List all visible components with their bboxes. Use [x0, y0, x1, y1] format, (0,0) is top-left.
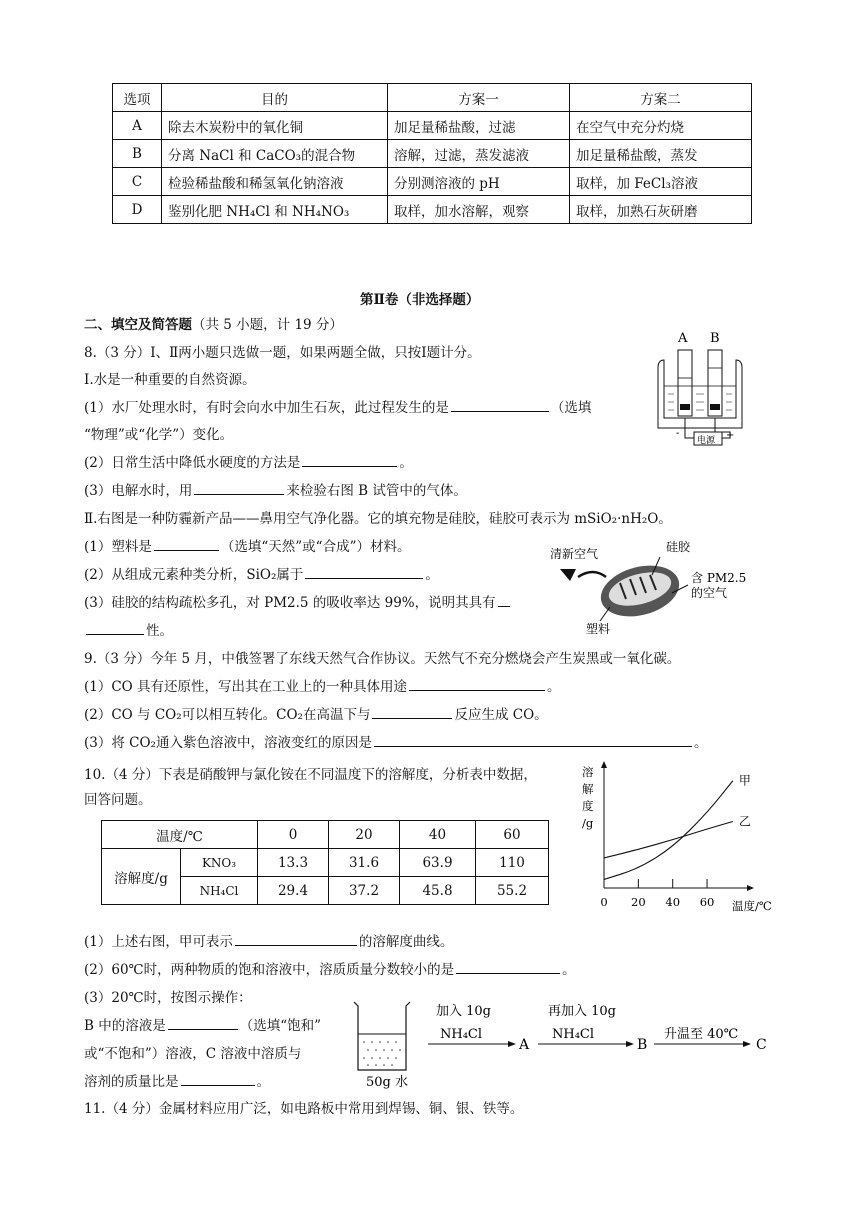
q10-3-line3 [84, 1070, 270, 1090]
table-cell: C [113, 168, 162, 196]
answer-blank[interactable] [498, 592, 510, 607]
beaker-icon [354, 1002, 410, 1070]
question-text: 。 [693, 735, 708, 751]
table-cell: 取样，加熟石灰研磨 [570, 196, 752, 224]
question-text: (2）从组成元素种类分析，SiO₂属于 [84, 567, 304, 583]
y-axis-label-char: 度 [582, 799, 594, 813]
question-text: （选填“饱和” [239, 1018, 322, 1034]
x-tick-label: 60 [699, 895, 715, 909]
substance-name: KNO₃ [181, 849, 258, 877]
table-header: 选项 [113, 84, 162, 112]
table-row [113, 168, 752, 196]
question-text: 。 [562, 962, 576, 978]
table-row [113, 140, 752, 168]
question-text: 。 [256, 1074, 270, 1090]
y-axis-label-char: /g [582, 816, 594, 830]
power-label: 电源 [697, 436, 716, 446]
table-cell: 检验稀盐酸和稀氢氧化钠溶液 [162, 168, 388, 196]
table-cell: 加足量稀盐酸，蒸发 [570, 140, 752, 168]
silica-label: 硅胶 [666, 540, 691, 554]
table-cell: 45.8 [400, 877, 476, 905]
table-cell: 鉴别化肥 NH₄Cl 和 NH₄NO₃ [162, 196, 388, 224]
q9-3 [84, 731, 707, 751]
q8-I-1-cont: “物理”或“化学”）变化。 [84, 427, 234, 443]
nasal-purifier-figure [548, 535, 758, 640]
question-text: 反应生成 CO。 [454, 707, 548, 723]
y-axis-label [582, 765, 594, 830]
q8-II-title: Ⅱ.右图是一种防霾新产品——鼻用空气净化器。它的填充物是硅胶，硅胶可表示为 mSiO₂·nH₂O。 [84, 511, 672, 527]
table-cell: A [113, 112, 162, 140]
series-label: 乙 [738, 814, 751, 829]
q10-intro-1: 10.（4 分）下表是硝酸钾与氯化铵在不同温度下的溶解度，分析表中数据， [84, 767, 537, 783]
answer-blank[interactable] [409, 676, 545, 691]
q8-I-3 [84, 479, 467, 499]
table-cell: 31.6 [329, 849, 400, 877]
question-text: B 中的溶液是 [84, 1018, 166, 1034]
q8-II-3 [84, 591, 512, 611]
q10-3-line1 [84, 1014, 321, 1034]
answer-blank[interactable] [194, 480, 284, 495]
process-diagram [346, 998, 776, 1090]
question-text: 性。 [146, 623, 173, 639]
step3-top: 升温至 40℃ [664, 1027, 739, 1042]
question-text: 。 [547, 679, 561, 695]
q8-II-2 [84, 563, 439, 583]
table-cell: 29.4 [258, 877, 329, 905]
table-cell: 20 [329, 821, 400, 849]
table-cell: 取样，加 FeCl₃溶液 [570, 168, 752, 196]
answer-blank[interactable] [302, 452, 397, 467]
plus-sign: + [726, 430, 735, 441]
table-row [102, 849, 549, 877]
q8-I-1 [84, 396, 591, 416]
answer-blank[interactable] [86, 620, 144, 635]
table-cell: 110 [476, 849, 549, 877]
table-cell: 取样，加水溶解，观察 [388, 196, 570, 224]
q8-II-1 [84, 535, 410, 555]
tube-a-label: A [678, 331, 688, 346]
step1-top: 加入 10g [436, 1004, 491, 1019]
q10-1 [84, 930, 453, 950]
node-c: C [756, 1037, 767, 1053]
answer-blank[interactable] [305, 564, 423, 579]
answer-blank[interactable] [154, 536, 219, 551]
x-tick-label: 0 [600, 895, 608, 909]
answer-blank[interactable] [451, 397, 549, 412]
substance-name: NH₄Cl [181, 877, 258, 905]
table-cell: 分离 NaCl 和 CaCO₃的混合物 [162, 140, 388, 168]
table-cell: 分别测溶液的 pH [388, 168, 570, 196]
electrolysis-apparatus [650, 328, 750, 450]
part2-heading: 二、填空及简答题 [84, 317, 192, 333]
question-text: (3）将 CO₂通入紫色溶液中，溶液变红的原因是 [84, 735, 372, 751]
question-text: 来检验右图 B 试管中的气体。 [286, 483, 467, 499]
question-text: 。 [399, 455, 413, 471]
x-axis-label: 温度/℃ [732, 899, 772, 913]
q9-1 [84, 675, 561, 695]
solubility-curve-chart [578, 758, 778, 916]
plastic-label: 塑料 [586, 622, 611, 636]
question-text: 的溶解度曲线。 [358, 934, 454, 950]
table-cell: 0 [258, 821, 329, 849]
question-text: (2）60℃时，两种物质的饱和溶液中，溶质质量分数较小的是 [84, 962, 455, 978]
series-label: 甲 [738, 773, 751, 788]
question-text: (1）CO 具有还原性，写出其在工业上的一种具体用途 [84, 679, 408, 695]
table-cell: D [113, 196, 162, 224]
q8-II-3-cont [84, 619, 173, 639]
q10-intro-2: 回答问题。 [84, 792, 152, 808]
question-text: (1）上述右图，甲可表示 [84, 934, 233, 950]
q10-3-line2: 或“不饱和”）溶液，C 溶液中溶质与 [84, 1046, 302, 1062]
table-row [113, 112, 752, 140]
q8-intro: 8.（3 分）Ⅰ、Ⅱ两小题只选做一题，如果两题全做，只按Ⅰ题计分。 [84, 345, 481, 361]
x-tick-label: 40 [665, 895, 681, 909]
step1-bottom: NH₄Cl [440, 1027, 483, 1042]
q9-intro: 9.（3 分）今年 5 月，中俄签署了东线天然气合作协议。天然气不充分燃烧会产生炭黑或一氧化碳。 [84, 651, 681, 667]
question-text: （选填“天然”或“合成”）材料。 [220, 539, 411, 555]
table-cell: 55.2 [476, 877, 549, 905]
question-text: (1）水厂处理水时，有时会向水中加生石灰，此过程发生的是 [84, 400, 449, 416]
table-cell: B [113, 140, 162, 168]
question-text: (1）塑料是 [84, 539, 152, 555]
table-cell: 除去木炭粉中的氧化铜 [162, 112, 388, 140]
table-row [102, 821, 549, 849]
answer-blank[interactable] [181, 1071, 255, 1086]
beaker-label: 50g 水 [366, 1075, 408, 1090]
series-line-yi [604, 821, 733, 857]
table-header: 目的 [162, 84, 388, 112]
q10-3: (3）20℃时，按图示操作： [84, 990, 252, 1006]
table-cell: 37.2 [329, 877, 400, 905]
step2-top: 再加入 10g [548, 1004, 616, 1019]
table-cell: 40 [400, 821, 476, 849]
q8-I-2 [84, 451, 413, 471]
pm-air-label-1: 含 PM2.5 [691, 571, 747, 585]
question-text: 溶剂的质量比是 [84, 1074, 179, 1090]
table-cell: 加足量稀盐酸，过滤 [388, 112, 570, 140]
q9-2 [84, 703, 548, 723]
answer-blank[interactable] [168, 1015, 238, 1030]
pm-air-label-2: 的空气 [691, 586, 728, 600]
table-cell: 63.9 [400, 849, 476, 877]
fresh-air-label: 清新空气 [550, 547, 599, 561]
solubility-table [101, 820, 549, 905]
section-title: 第Ⅱ卷（非选择题） [360, 292, 480, 308]
question-text: （选填 [550, 400, 592, 416]
options-table [112, 83, 752, 224]
temp-header: 温度/℃ [102, 821, 258, 849]
node-a: A [519, 1037, 530, 1053]
y-axis-label-char: 溶 [582, 765, 594, 779]
part2-note: （共 5 小题，计 19 分） [192, 317, 343, 333]
table-row [113, 196, 752, 224]
y-axis-label-char: 解 [582, 782, 594, 796]
q10-2 [84, 958, 576, 978]
step2-bottom: NH₄Cl [552, 1027, 595, 1042]
tube-b-label: B [710, 331, 720, 346]
q8-I-title: Ⅰ.水是一种重要的自然资源。 [84, 372, 256, 388]
question-text: (3）硅胶的结构疏松多孔，对 PM2.5 的吸收率达 99%，说明其具有 [84, 595, 496, 611]
answer-blank[interactable] [374, 732, 692, 747]
question-text: (2）CO 与 CO₂可以相互转化。CO₂在高温下与 [84, 707, 371, 723]
table-header: 方案一 [388, 84, 570, 112]
table-cell: 在空气中充分灼烧 [570, 112, 752, 140]
series-line-jia [604, 781, 733, 880]
answer-blank[interactable] [456, 959, 560, 974]
question-text: 。 [425, 567, 439, 583]
part2-heading-line [84, 313, 343, 333]
q11-intro: 11.（4 分）金属材料应用广泛，如电路板中常用到焊锡、铜、银、铁等。 [84, 1101, 524, 1117]
table-cell: 13.3 [258, 849, 329, 877]
answer-blank[interactable] [235, 931, 357, 946]
question-text: (2）日常生活中降低水硬度的方法是 [84, 455, 301, 471]
table-header-row [113, 84, 752, 112]
table-cell: 溶解，过滤，蒸发滤液 [388, 140, 570, 168]
table-header: 方案二 [570, 84, 752, 112]
minus-sign: - [676, 428, 680, 439]
table-cell: 60 [476, 821, 549, 849]
node-b: B [637, 1037, 648, 1053]
answer-blank[interactable] [372, 704, 452, 719]
x-tick-label: 20 [631, 895, 646, 909]
question-text: (3）电解水时，用 [84, 483, 193, 499]
solubility-header: 溶解度/g [102, 849, 181, 905]
